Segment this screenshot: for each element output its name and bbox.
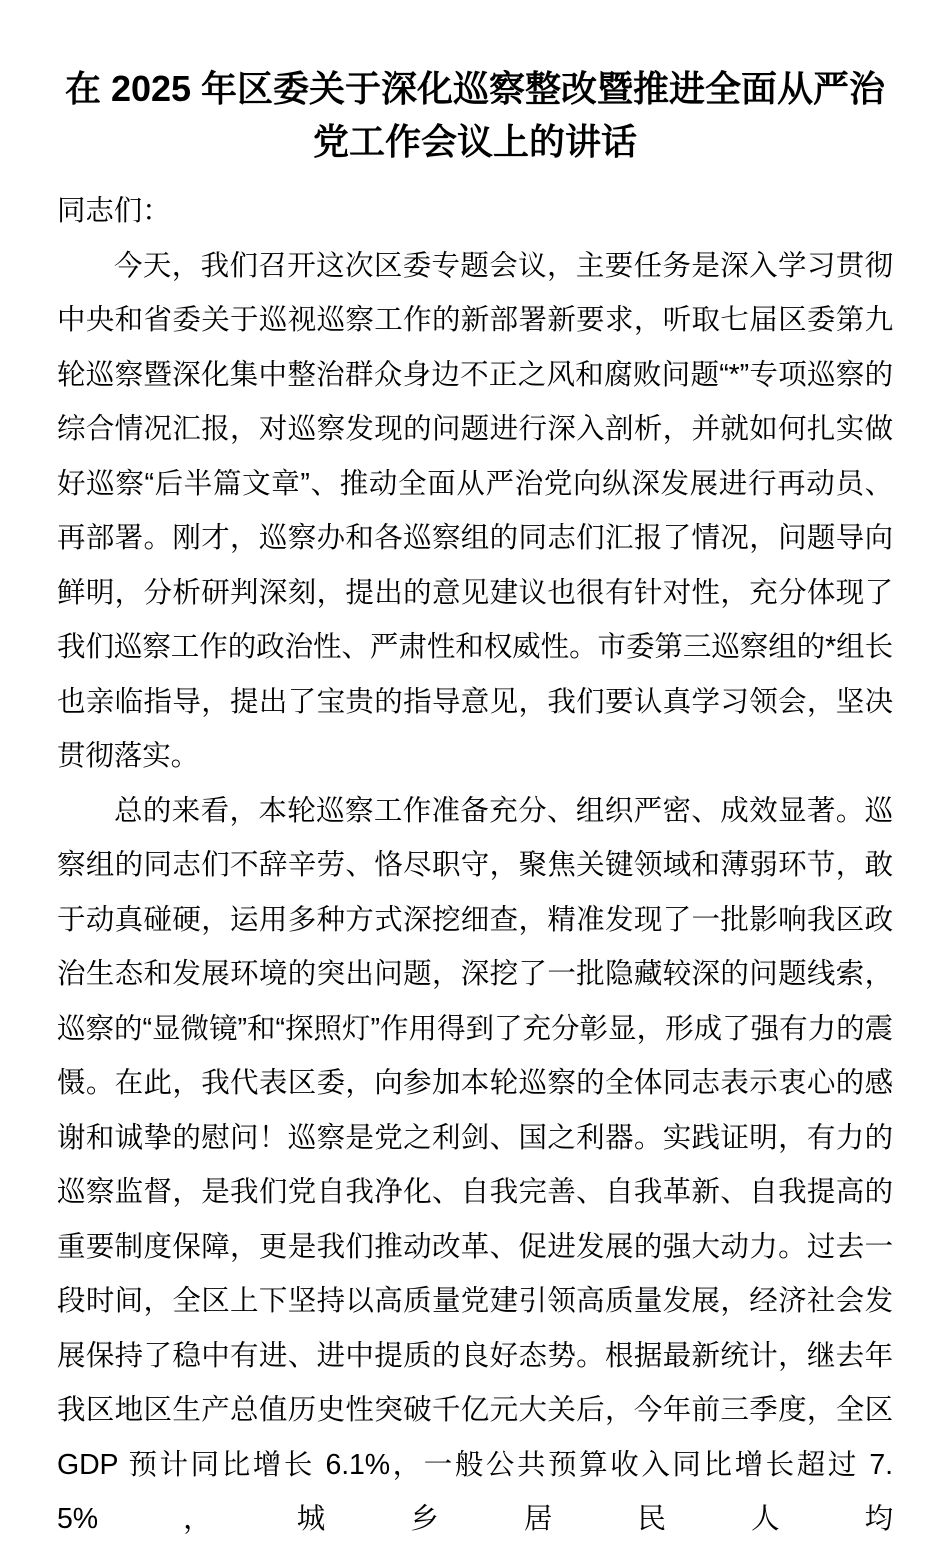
salutation-line: 同志们： — [57, 195, 171, 227]
body-paragraph-2: 总的来看，本轮巡察工作准备充分、组织严密、成效显著。巡察组的同志们不辞辛劳、恪尽职守，聚焦关键领域和薄弱环节，敢于动真碰硬，运用多种方式深挖细查，精准发现了一批影响我区政治生态和发展环境的突出问题，深挖了一批隐藏较深的问题线索，巡察的“显微镜”和“探照灯”作用得到了充分彰显，形成了强有力的震慑。在此，我代表区委，向参加本轮巡察的全体同志表示衷心的感谢和诚挚的慰问！巡察是党之利剑、国之利器。实践证明，有力的巡察监督，是我们党自我净化、自我完善、自我革新、自我提高的重要制度保障，更是我们推动改革、促进发展的强大动力。过去一段时间，全区上下坚持以高质量党建引领高质量发展，经济社会发展保持了稳中有进、进中提质的良好态势。根据最新统计，继去年我区地区生产总值历史性突破千亿元大关后，今年前三季度，全区 GDP 预计同比增长 6.1%，一般公共预算收入同比增长超过 7.5%，城乡居民人均 — [57, 794, 893, 1535]
page-title: 在 2025 年区委关于深化巡察整改暨推进全面从严治党工作会议上的讲话 — [64, 68, 886, 162]
document-body — [57, 0, 893, 1547]
body-paragraph-1: 今天，我们召开这次区委专题会议，主要任务是深入学习贯彻中央和省委关于巡视巡察工作的新部署新要求，听取七届区委第九轮巡察暨深化集中整治群众身边不正之风和腐败问题“*”专项巡察的综合情况汇报，对巡察发现的问题进行深入剖析，并就如何扎实做好巡察“后半篇文章”、推动全面从严治党向纵深发展进行再动员、再部署。刚才，巡察办和各巡察组的同志们汇报了情况，问题导向鲜明，分析研判深刻，提出的意见建议也很有针对性，充分体现了我们巡察工作的政治性、严肃性和权威性。市委第三巡察组的*组长也亲临指导，提出了宝贵的指导意见，我们要认真学习领会，坚决贯彻落实。 — [57, 249, 893, 772]
